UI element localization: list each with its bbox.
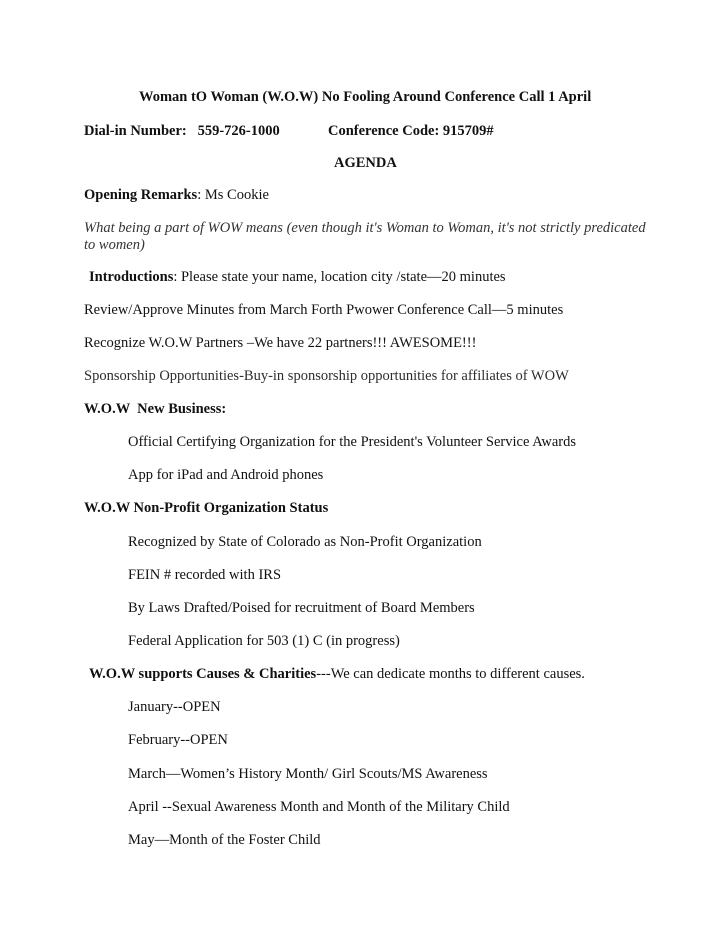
nonprofit-item: By Laws Drafted/Poised for recruitment of Board Members [128, 600, 475, 616]
dial-in-label: Dial-in Number: [84, 123, 187, 139]
opening-remarks-label: Opening Remarks [84, 187, 198, 203]
dial-in-number: 559-726-1000 [197, 123, 280, 139]
opening-remarks [84, 186, 269, 204]
sponsorship-text: -Buy-in sponsorship opportunities for affiliates of WOW [239, 368, 569, 384]
new-business-item: App for iPad and Android phones [128, 467, 324, 483]
conference-code-label: Conference Code: [328, 123, 440, 139]
recognize-partners-item: Recognize W.O.W Partners –We have 22 partners!!! AWESOME!!! [84, 335, 477, 351]
new-business-heading: W.O.W New Business: [84, 401, 227, 417]
cause-month-item: April --Sexual Awareness Month and Month of the Military Child [128, 799, 510, 815]
introductions-text: : Please state your name, location city /state—20 minutes [173, 269, 506, 285]
introductions-label: Introductions [89, 269, 174, 285]
causes-heading [89, 665, 585, 683]
nonprofit-item: Federal Application for 503 (1) C (in progress) [128, 633, 400, 649]
nonprofit-item: Recognized by State of Colorado as Non-Profit Organization [128, 534, 482, 550]
new-business-item: Official Certifying Organization for the President's Volunteer Service Awards [128, 434, 576, 450]
wow-meaning-line-1: What being a part of WOW means (even though it's Woman to Woman, it's not strictly predicated [84, 220, 646, 236]
review-minutes-item: Review/Approve Minutes from March Forth Pwower Conference Call—5 minutes [84, 302, 564, 318]
cause-month-item: February--OPEN [128, 732, 228, 748]
nonprofit-heading: W.O.W Non-Profit Organization Status [84, 500, 329, 516]
conference-code-value: 915709# [442, 123, 494, 139]
cause-month-item: March—Women’s History Month/ Girl Scouts/MS Awareness [128, 766, 488, 782]
causes-heading-label: W.O.W supports Causes & Charities [89, 666, 317, 682]
cause-month-item: January--OPEN [128, 699, 221, 715]
agenda-heading: AGENDA [334, 155, 397, 171]
document-title: Woman tO Woman (W.O.W) No Fooling Around Conference Call 1 April [139, 89, 592, 105]
sponsorship-label: Sponsorship Opportunities [84, 368, 240, 384]
cause-month-item: May—Month of the Foster Child [128, 832, 321, 848]
opening-remarks-text: : Ms Cookie [197, 187, 269, 203]
nonprofit-item: FEIN # recorded with IRS [128, 567, 282, 583]
dial-in-line [84, 122, 280, 140]
wow-meaning-line-2: to women) [84, 237, 145, 253]
sponsorship-item [84, 367, 569, 385]
introductions-item [89, 268, 506, 286]
conference-code-line [328, 122, 494, 140]
causes-heading-text: ---We can dedicate months to different causes. [316, 666, 585, 682]
